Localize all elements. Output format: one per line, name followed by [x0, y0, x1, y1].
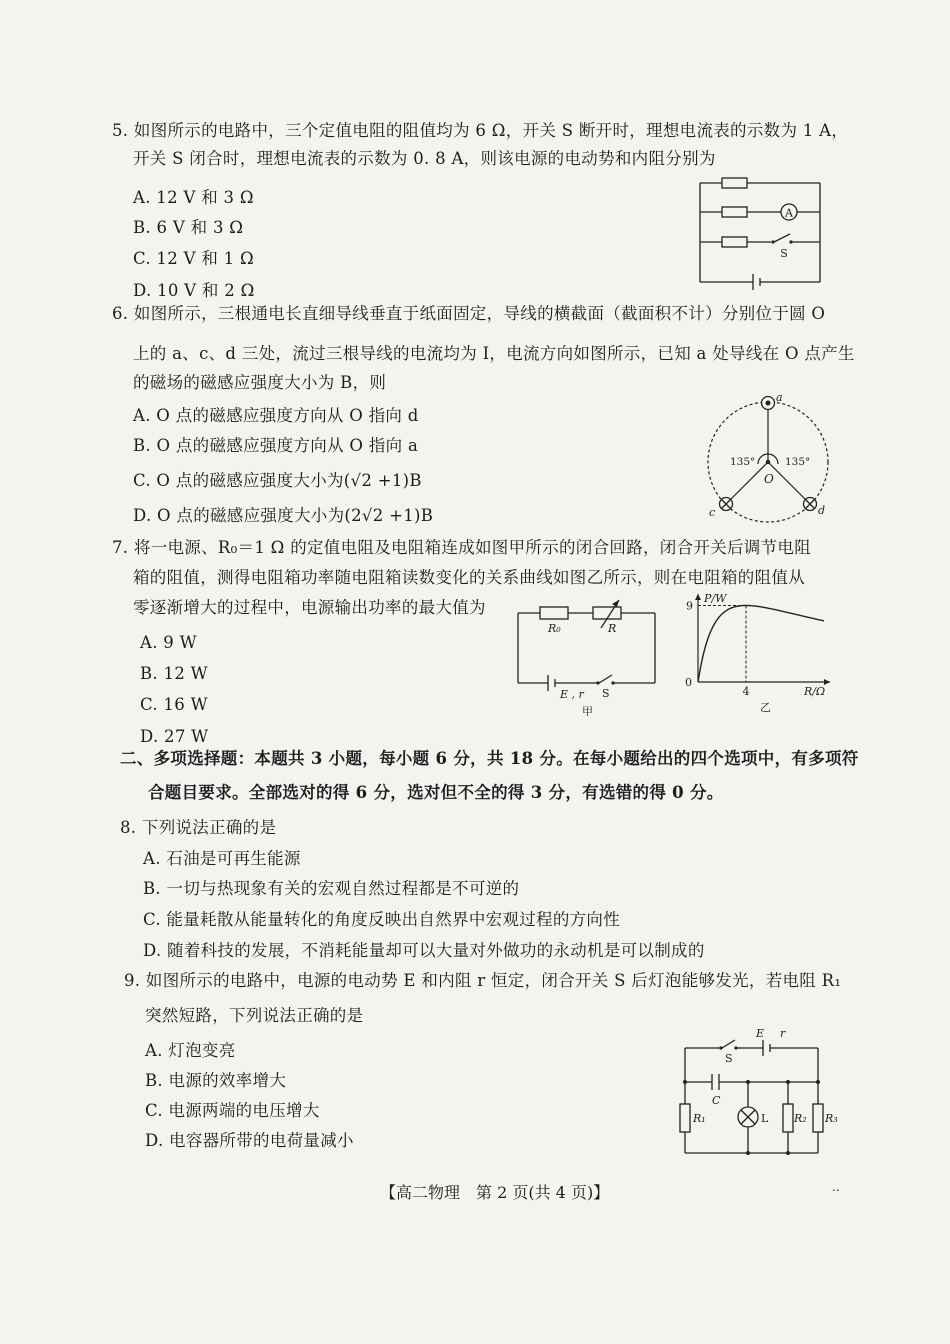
x-tick-label: 4 [742, 685, 750, 698]
switch-label: S [725, 1052, 733, 1065]
q5-stem-line-2: 开关 S 闭合时，理想电流表的示数为 0. 8 A，则该电源的电动势和内阻分别为 [133, 149, 716, 168]
q7-option-c: C. 16 W [140, 695, 208, 714]
q7-circuit-figure-jia [515, 595, 660, 724]
r2-label: R₂ [794, 1112, 807, 1125]
q7-option-d: D. 27 W [140, 727, 209, 746]
q7-power-chart-yi [680, 588, 840, 722]
q6-stem-line-3: 的磁场的磁感应强度大小为 B，则 [133, 373, 387, 392]
corner-mark: .. [832, 1180, 840, 1194]
q8-option-b: B. 一切与热现象有关的宏观自然过程都是不可逆的 [143, 879, 520, 898]
q9-circuit-figure [675, 1025, 845, 1164]
y-tick-label: 9 [686, 599, 693, 613]
q9-stem-line-2: 突然短路，下列说法正确的是 [145, 1006, 364, 1025]
ammeter-label: A [785, 206, 793, 220]
q7-stem-line-2: 箱的阻值，测得电阻箱功率随电阻箱读数变化的关系曲线如图乙所示，则在电阻箱的阻值从 [133, 568, 805, 587]
x-axis-label: R/Ω [804, 685, 826, 698]
er-label: E , r [560, 688, 584, 701]
r3-label: R₃ [825, 1112, 838, 1125]
switch-label: S [780, 247, 788, 260]
label-d: d [818, 504, 826, 517]
r-label: R [608, 622, 617, 635]
q6-option-c: C. O 点的磁感应强度大小为(√2 +1)B [133, 471, 422, 490]
q8-option-c: C. 能量耗散从能量转化的角度反映出自然界中宏观过程的方向性 [143, 910, 621, 929]
q7-stem-line-3: 零逐渐增大的过程中，电源输出功率的最大值为 [133, 598, 486, 617]
angle-left: 135° [730, 456, 756, 468]
q6-stem-line-1: 6. 如图所示，三根通电长直细导线垂直于纸面固定，导线的横截面（截面积不计）分别位于圆 O [112, 304, 826, 323]
q5-circuit-figure [695, 170, 830, 294]
caption-jia: 甲 [582, 705, 593, 718]
q5-option-d: D. 10 V 和 2 Ω [133, 281, 255, 300]
section2-heading-line-1: 二、多项选择题：本题共 3 小题，每小题 6 分，共 18 分。在每小题给出的四个选项中，有多项符 [120, 749, 859, 768]
page-footer: 【高二物理 第 2 页(共 4 页)】 [380, 1183, 610, 1202]
section2-heading-line-2: 合题目要求。全部选对的得 6 分，选对但不全的得 3 分，有选错的得 0 分。 [148, 783, 724, 802]
q5-option-b: B. 6 V 和 3 Ω [133, 218, 244, 237]
switch-label: S [602, 687, 610, 700]
q7-stem-line-1: 7. 将一电源、R₀＝1 Ω 的定值电阻及电阻箱连成如图甲所示的闭合回路，闭合开关后调节电阻 [112, 538, 811, 557]
capacitor-label: C [712, 1094, 721, 1107]
emf-label: E [756, 1027, 765, 1040]
lamp-label: L [761, 1112, 769, 1125]
q6-option-b: B. O 点的磁感应强度方向从 O 指向 a [133, 436, 419, 455]
q9-option-d: D. 电容器所带的电荷量减小 [145, 1131, 354, 1150]
q5-stem-line-1: 5. 如图所示的电路中，三个定值电阻的阻值均为 6 Ω，开关 S 断开时，理想电流表的示数为 1 A， [112, 121, 849, 140]
label-o: O [764, 472, 774, 486]
q9-option-b: B. 电源的效率增大 [145, 1071, 287, 1090]
q9-option-c: C. 电源两端的电压增大 [145, 1101, 320, 1120]
angle-right: 135° [785, 456, 811, 468]
power-curve [698, 606, 824, 683]
q6-stem-line-2: 上的 a、c、d 三处，流过三根导线的电流均为 I，电流方向如图所示，已知 a 处导线在 O 点产生 [133, 344, 855, 363]
q6-magnetic-figure [700, 390, 840, 529]
q8-option-d: D. 随着科技的发展，不消耗能量却可以大量对外做功的永动机是可以制成的 [143, 941, 705, 960]
label-a: a [776, 391, 783, 404]
y-axis-label: P/W [704, 592, 727, 605]
q6-option-d: D. O 点的磁感应强度大小为(2√2 +1)B [133, 506, 434, 525]
q5-option-c: C. 12 V 和 1 Ω [133, 249, 254, 268]
caption-yi: 乙 [760, 701, 771, 714]
q6-option-a: A. O 点的磁感应强度方向从 O 指向 d [133, 406, 419, 425]
r0-label: R₀ [548, 622, 561, 635]
q9-stem-line-1: 9. 如图所示的电路中，电源的电动势 E 和内阻 r 恒定，闭合开关 S 后灯泡能够发光，若电阻 R₁ [124, 971, 842, 990]
q7-option-b: B. 12 W [140, 664, 208, 683]
q9-option-a: A. 灯泡变亮 [145, 1041, 236, 1060]
q8-stem: 8. 下列说法正确的是 [120, 818, 277, 837]
q7-option-a: A. 9 W [140, 633, 197, 652]
label-c: c [709, 506, 716, 519]
q5-option-a: A. 12 V 和 3 Ω [133, 188, 254, 207]
q8-option-a: A. 石油是可再生能源 [143, 849, 301, 868]
r1-label: R₁ [693, 1112, 706, 1125]
internal-r-label: r [780, 1027, 786, 1040]
origin-label: 0 [685, 676, 692, 689]
